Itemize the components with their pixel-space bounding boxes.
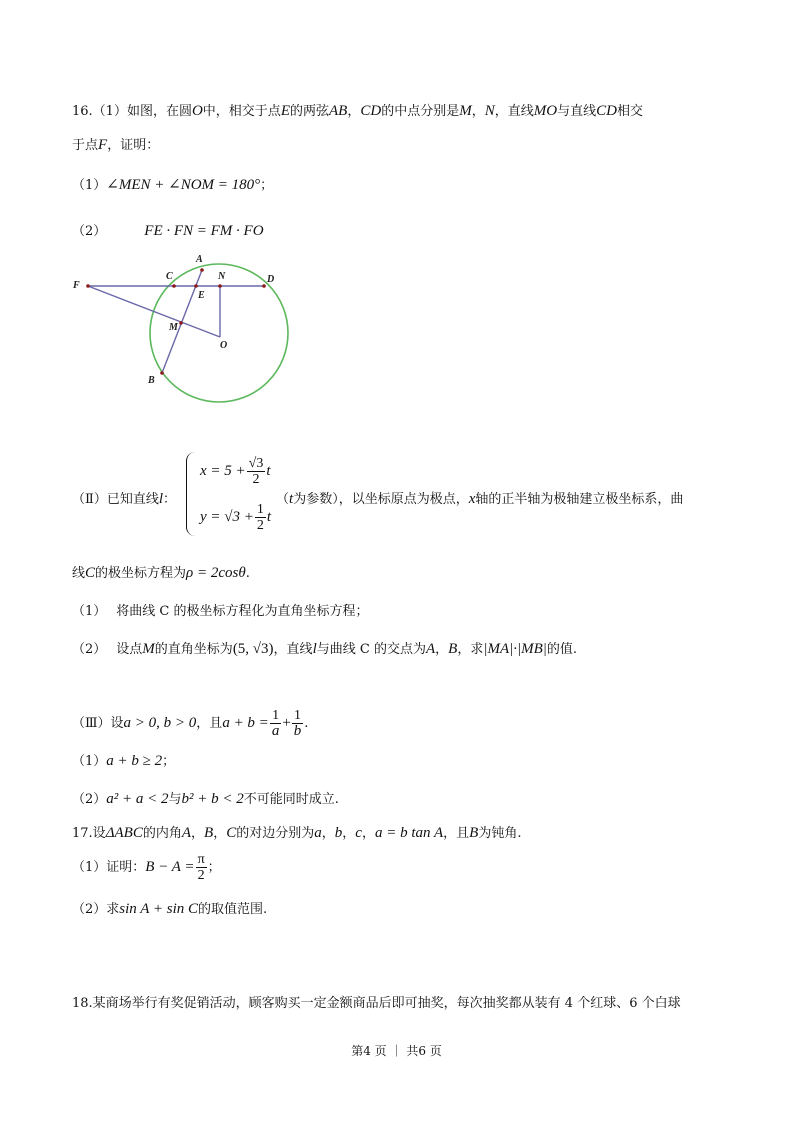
q17-part2: （2）求sin A + sin C的取值范围. bbox=[72, 901, 268, 917]
label-F: F bbox=[73, 280, 80, 291]
q16-intro-line2: 于点F，证明： bbox=[72, 137, 160, 153]
system-row-x: x = 5 + $\frac{√3}{2}$ t bbox=[200, 456, 271, 487]
geometry-figure bbox=[70, 252, 310, 412]
q16-part1: （1）∠MEN + ∠NOM = 180°； bbox=[72, 177, 274, 193]
point-N bbox=[218, 284, 222, 288]
q16-III-part2: （2）a² + a < 2与b² + b < 2不可能同时成立. bbox=[72, 791, 339, 807]
point-F bbox=[86, 284, 90, 288]
q16-II-param-text: （t为参数），以坐标原点为极点，x轴的正半轴为极轴建立极坐标系，曲 bbox=[276, 491, 684, 507]
system-row-y: y = √3 + $\frac{1}{2}$ t bbox=[200, 502, 272, 533]
point-B bbox=[160, 371, 164, 375]
point-D bbox=[262, 284, 266, 288]
q16-III-part1: （1）a + b ≥ 2； bbox=[72, 753, 176, 769]
point-A bbox=[200, 268, 204, 272]
q16-II-curve: 线C的极坐标方程为ρ = 2cosθ. bbox=[72, 565, 250, 581]
q17-part1: （1）证明：B − A = $\frac{\pi}{2}$ ； bbox=[72, 852, 221, 883]
q16-II-sub2: （2） 设点M的直角坐标为(5, √3)，直线l与曲线 C 的交点为A，B，求|MA|·|MB|的值. bbox=[72, 641, 578, 657]
point-E bbox=[194, 284, 198, 288]
q17-stem: 17.设ΔABC的内角A，B，C的对边分别为a，b，c，a = b tan A，且B为钝角. bbox=[72, 825, 522, 841]
q16-II-sub1: （1） 将曲线 C 的极坐标方程化为直角坐标方程； bbox=[72, 604, 369, 619]
q16-intro-line1: 16.（1）如图，在圆O中，相交于点E的两弦AB，CD的中点分别是M，N，直线MO与直线CD相交 bbox=[72, 103, 643, 119]
label-N: N bbox=[218, 271, 226, 282]
q18-stem: 18.某商场举行有奖促销活动，顾客购买一定金额商品后即可抽奖，每次抽奖都从装有 4 个红球、6 个白球 bbox=[72, 996, 681, 1011]
label-C: C bbox=[166, 271, 173, 282]
point-C bbox=[172, 284, 176, 288]
label-O: O bbox=[220, 340, 228, 351]
page-footer: 第4 页 ｜ 共6 页 bbox=[351, 1044, 442, 1058]
point-M bbox=[179, 321, 183, 325]
label-B: B bbox=[148, 375, 155, 386]
q16-II-label: （Ⅱ）已知直线l： bbox=[72, 491, 177, 507]
label-M: M bbox=[169, 322, 178, 333]
label-E: E bbox=[198, 290, 205, 301]
q16-III-stem: （Ⅲ）设a > 0, b > 0，且a + b = $\frac{1}{a}$ + $\frac{1}{b}$ . bbox=[72, 708, 309, 739]
system-brace bbox=[186, 452, 195, 536]
q16-part2: （2） FE · FN = FM · FO bbox=[72, 223, 264, 239]
label-A: A bbox=[196, 254, 203, 265]
label-D: D bbox=[267, 274, 275, 285]
